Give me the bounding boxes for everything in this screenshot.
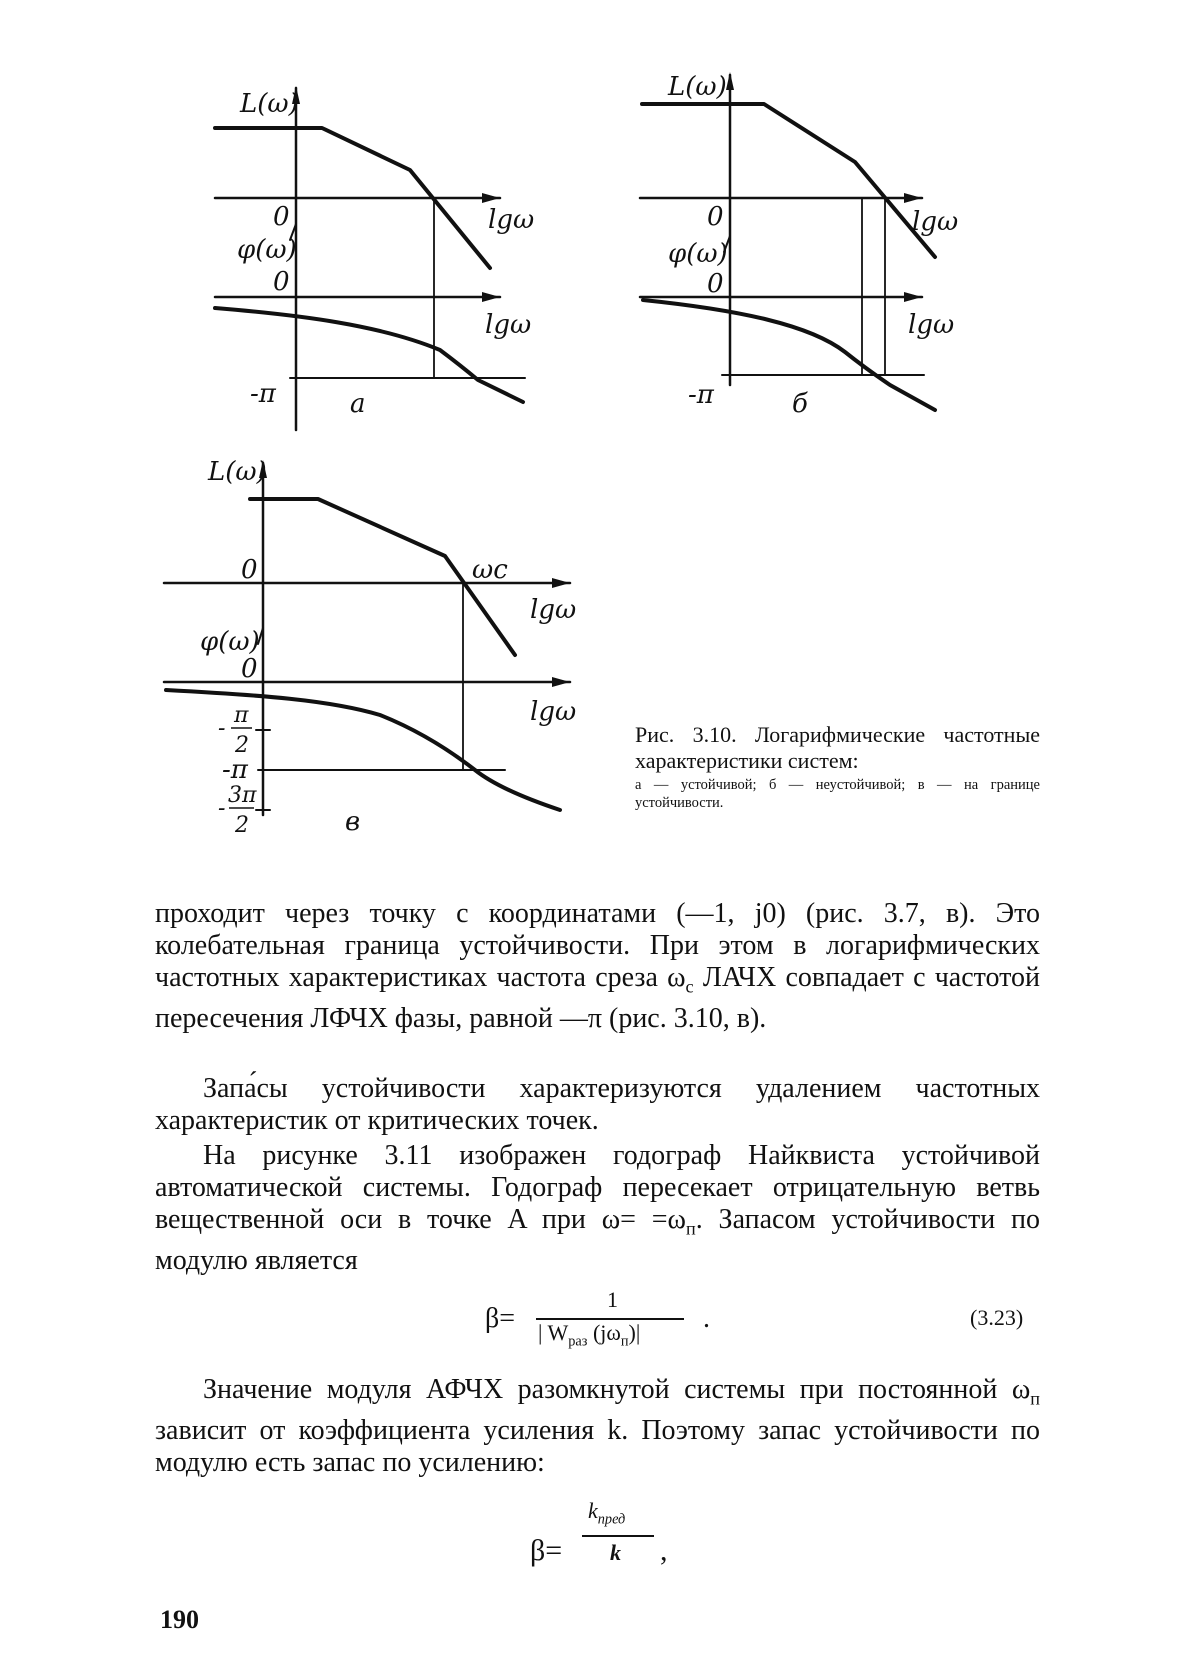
panel-c-x-axis-phi-label: lgω xyxy=(530,697,577,727)
formula-2-comma: , xyxy=(660,1534,668,1567)
panel-c-3pi-half-den: 2 xyxy=(235,813,249,838)
formula-2-num-k: k xyxy=(588,1498,598,1523)
panel-c-zero-phi-label: 0 xyxy=(241,654,258,684)
panel-a-zero-L-label: 0 xyxy=(273,202,290,232)
paragraph-4-rest: зависит от коэффициента усиления k. Поэтому запас устойчивости по модулю есть запас по усилению: xyxy=(155,1414,1040,1478)
paragraph-3-sub: п xyxy=(685,1218,696,1239)
formula-2-num-sub: пред xyxy=(597,1511,626,1528)
caption-legend: а — устойчивой; б — неустойчивой; в — на границе устойчивости. xyxy=(635,777,1040,811)
panel-c-omega-c-label: ωc xyxy=(472,555,508,585)
panel-a-zero-phi-label: 0 xyxy=(273,267,290,297)
panel-a-x-axis-phi-label: lgω xyxy=(485,310,532,340)
formula-2-denominator: k xyxy=(610,1540,621,1565)
formula-1-den-sub2: п xyxy=(620,1333,629,1350)
panel-b-x-axis-phi-label: lgω xyxy=(908,310,955,340)
panel-a-x-axis-L-label: lgω xyxy=(488,205,535,235)
equation-number: (3.23) xyxy=(970,1305,1024,1330)
panel-a-label: a xyxy=(350,389,366,419)
panel-c-pi-half-num: π xyxy=(234,703,249,728)
panel-a-phi-axis-label: φ(ω) xyxy=(237,235,297,265)
paragraph-1 xyxy=(155,898,1040,1035)
panel-b-zero-phi-label: 0 xyxy=(707,269,724,299)
formula-1-denominator xyxy=(538,1320,640,1350)
panel-c-minus-sign-2: - xyxy=(218,796,226,821)
formula-2-fraction-bar xyxy=(582,1535,654,1537)
formula-1-lhs: β= xyxy=(485,1303,516,1334)
panel-b-zero-L-label: 0 xyxy=(707,202,724,232)
formula-2-numerator xyxy=(588,1498,625,1528)
formula-1-den-w: | W xyxy=(538,1320,569,1345)
paragraph-1-sub: с xyxy=(685,976,694,997)
paragraph-3-text: На рисунке 3.11 изображен годограф Найквиста устойчивой автоматической системы. Годограф пересекает отрицательную ветвь вещественной оси в точке A при ω= =ω xyxy=(155,1140,1040,1235)
panel-c-pi-half-den: 2 xyxy=(235,733,249,758)
panel-c-label: в xyxy=(345,807,361,837)
panel-b-x-axis-L-label: lgω xyxy=(912,207,959,237)
formula-1-dot: . xyxy=(703,1303,710,1334)
paragraph-4-text: Значение модуля АФЧХ разомкнутой системы при постоянной ω xyxy=(203,1374,1031,1405)
formula-1-den-sub: раз xyxy=(568,1333,588,1350)
panel-b-label: б xyxy=(792,389,808,419)
panel-a-minus-pi-label: -π xyxy=(250,379,276,409)
formula-1-numerator: 1 xyxy=(607,1287,618,1312)
panel-c-zero-L-label: 0 xyxy=(241,555,258,585)
paragraph-4-sub: п xyxy=(1030,1388,1040,1409)
panel-c-minus-pi-label: -π xyxy=(222,755,248,785)
formula-1-den-rest: (jω xyxy=(587,1320,621,1345)
panel-b-minus-pi-label: -π xyxy=(688,380,714,410)
paragraph-3 xyxy=(155,1140,1040,1277)
panel-b-phi-axis-label: φ(ω) xyxy=(668,239,728,269)
panel-c-x-axis-L-label: lgω xyxy=(530,595,577,625)
paragraph-1-text: проходит через точку с координатами (—1, j0) (рис. 3.7, в). Это колебательная граница устойчивости. При этом в логарифмических частотных характеристиках частота среза ω xyxy=(155,898,1040,993)
paragraph-2: Запа́сы устойчивости характеризуются удалением частотных характеристик от критических точек. xyxy=(155,1073,1040,1136)
page-number: 190 xyxy=(160,1605,199,1634)
formula-2-lhs: β= xyxy=(530,1534,563,1567)
paragraph-4 xyxy=(155,1374,1040,1479)
figure-caption xyxy=(635,722,1040,812)
paragraph-1-rest: ЛАЧХ совпадает с частотой пересечения ЛФЧХ фазы, равной —π (рис. 3.10, в). xyxy=(155,962,1040,1034)
panel-c-phi-axis-label: φ(ω) xyxy=(200,627,260,657)
panel-b-L-axis-label: L(ω) xyxy=(668,72,727,102)
panel-c-3pi-half-num: 3π xyxy=(228,783,257,808)
panel-c-L-axis-label: L(ω) xyxy=(208,457,267,487)
caption-title: Рис. 3.10. Логарифмические частотные характеристики систем: xyxy=(635,722,1040,773)
panel-a-L-axis-label: L(ω) xyxy=(240,89,299,119)
paragraph-3-rest: . Запасом устойчивости по модулю является xyxy=(155,1204,1040,1276)
panel-c-minus-sign-1: - xyxy=(218,716,226,741)
formula-1-den-end: )| xyxy=(628,1320,641,1345)
